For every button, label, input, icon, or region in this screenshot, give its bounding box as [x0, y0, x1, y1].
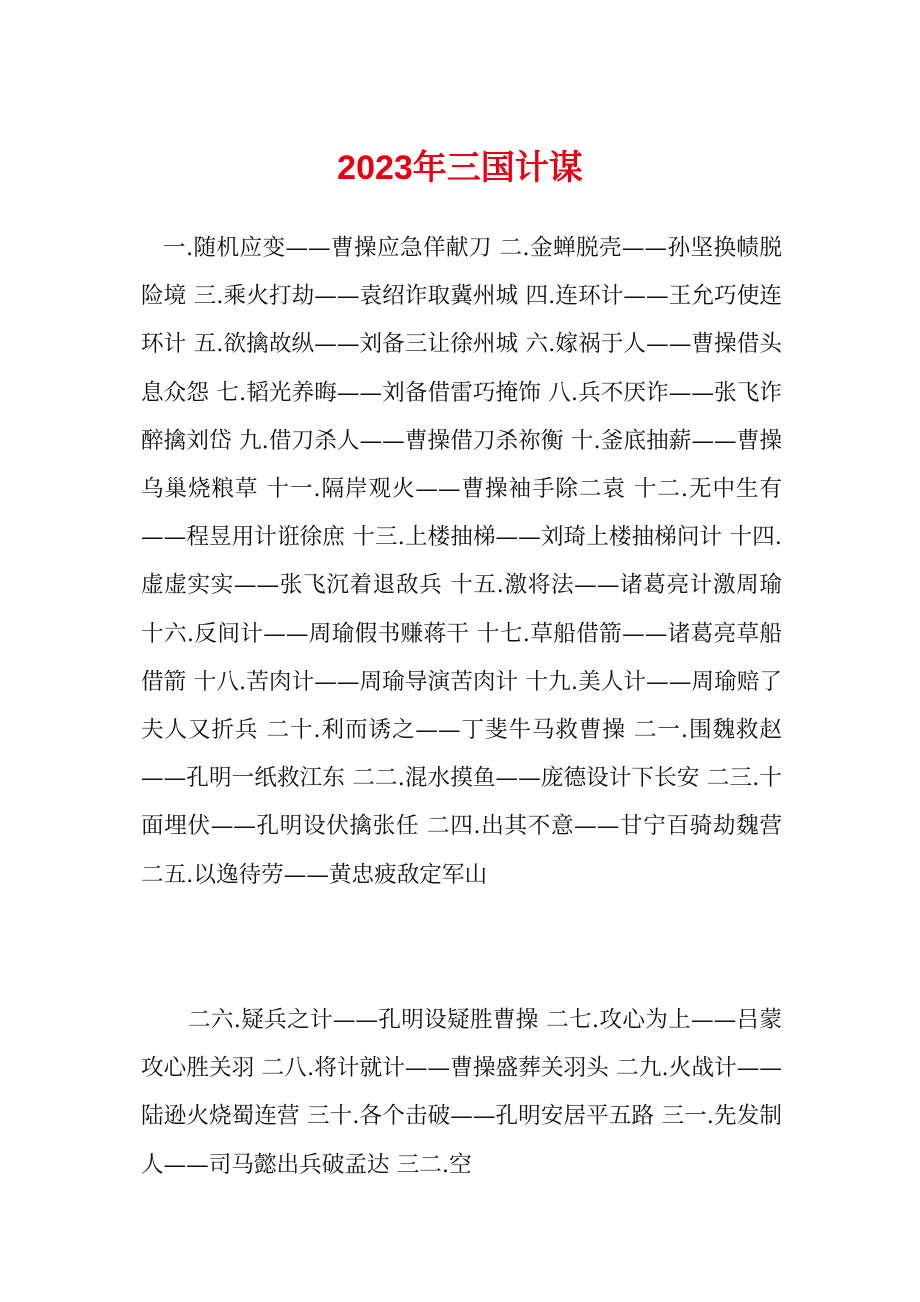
document-title: 2023年三国计谋	[337, 149, 583, 187]
body-paragraph-2: 二六.疑兵之计——孔明设疑胜曹操 二七.攻心为上——吕蒙攻心胜关羽 二八.将计就计——曹操盛葬关羽头 二九.火战计——陆逊火烧蜀连营 三十.各个击破——孔明安居平五路 三一.先发制人——司马懿出兵破孟达 三二.空	[141, 1007, 782, 1178]
body-paragraph-1: 一.随机应变——曹操应急佯献刀 二.金蝉脱壳——孙坚换帻脱险境 三.乘火打劫——袁绍诈取冀州城 四.连环计——王允巧使连环计 五.欲擒故纵——刘备三让徐州城 六.嫁祸于人——曹操借头息众怨 七.韬光养晦——刘备借雷巧掩饰 八.兵不厌诈——张飞诈醉擒刘岱 九.借刀杀人——曹操借刀杀祢衡 十.釜底抽薪——曹操乌巢烧粮草 十一.隔岸观火——曹操袖手除二袁 十二.无中生有——程昱用计诳徐庶 十三.上楼抽梯——刘琦上楼抽梯问计 十四.虚虚实实——张飞沉着退敌兵 十五.激将法——诸葛亮计激周瑜 十六.反间计——周瑜假书赚蒋干 十七.草船借箭——诸葛亮草船借箭 十八.苦肉计——周瑜导演苦肉计 十九.美人计——周瑜赔了夫人又折兵 二十.利而诱之——丁斐牛马救曹操 二一.围魏救赵——孔明一纸救江东 二二.混水摸鱼——庞德设计下长安 二三.十面埋伏——孔明设伏擒张任 二四.出其不意——甘宁百骑劫魏营 二五.以逸待劳——黄忠疲敌定军山	[141, 235, 782, 888]
